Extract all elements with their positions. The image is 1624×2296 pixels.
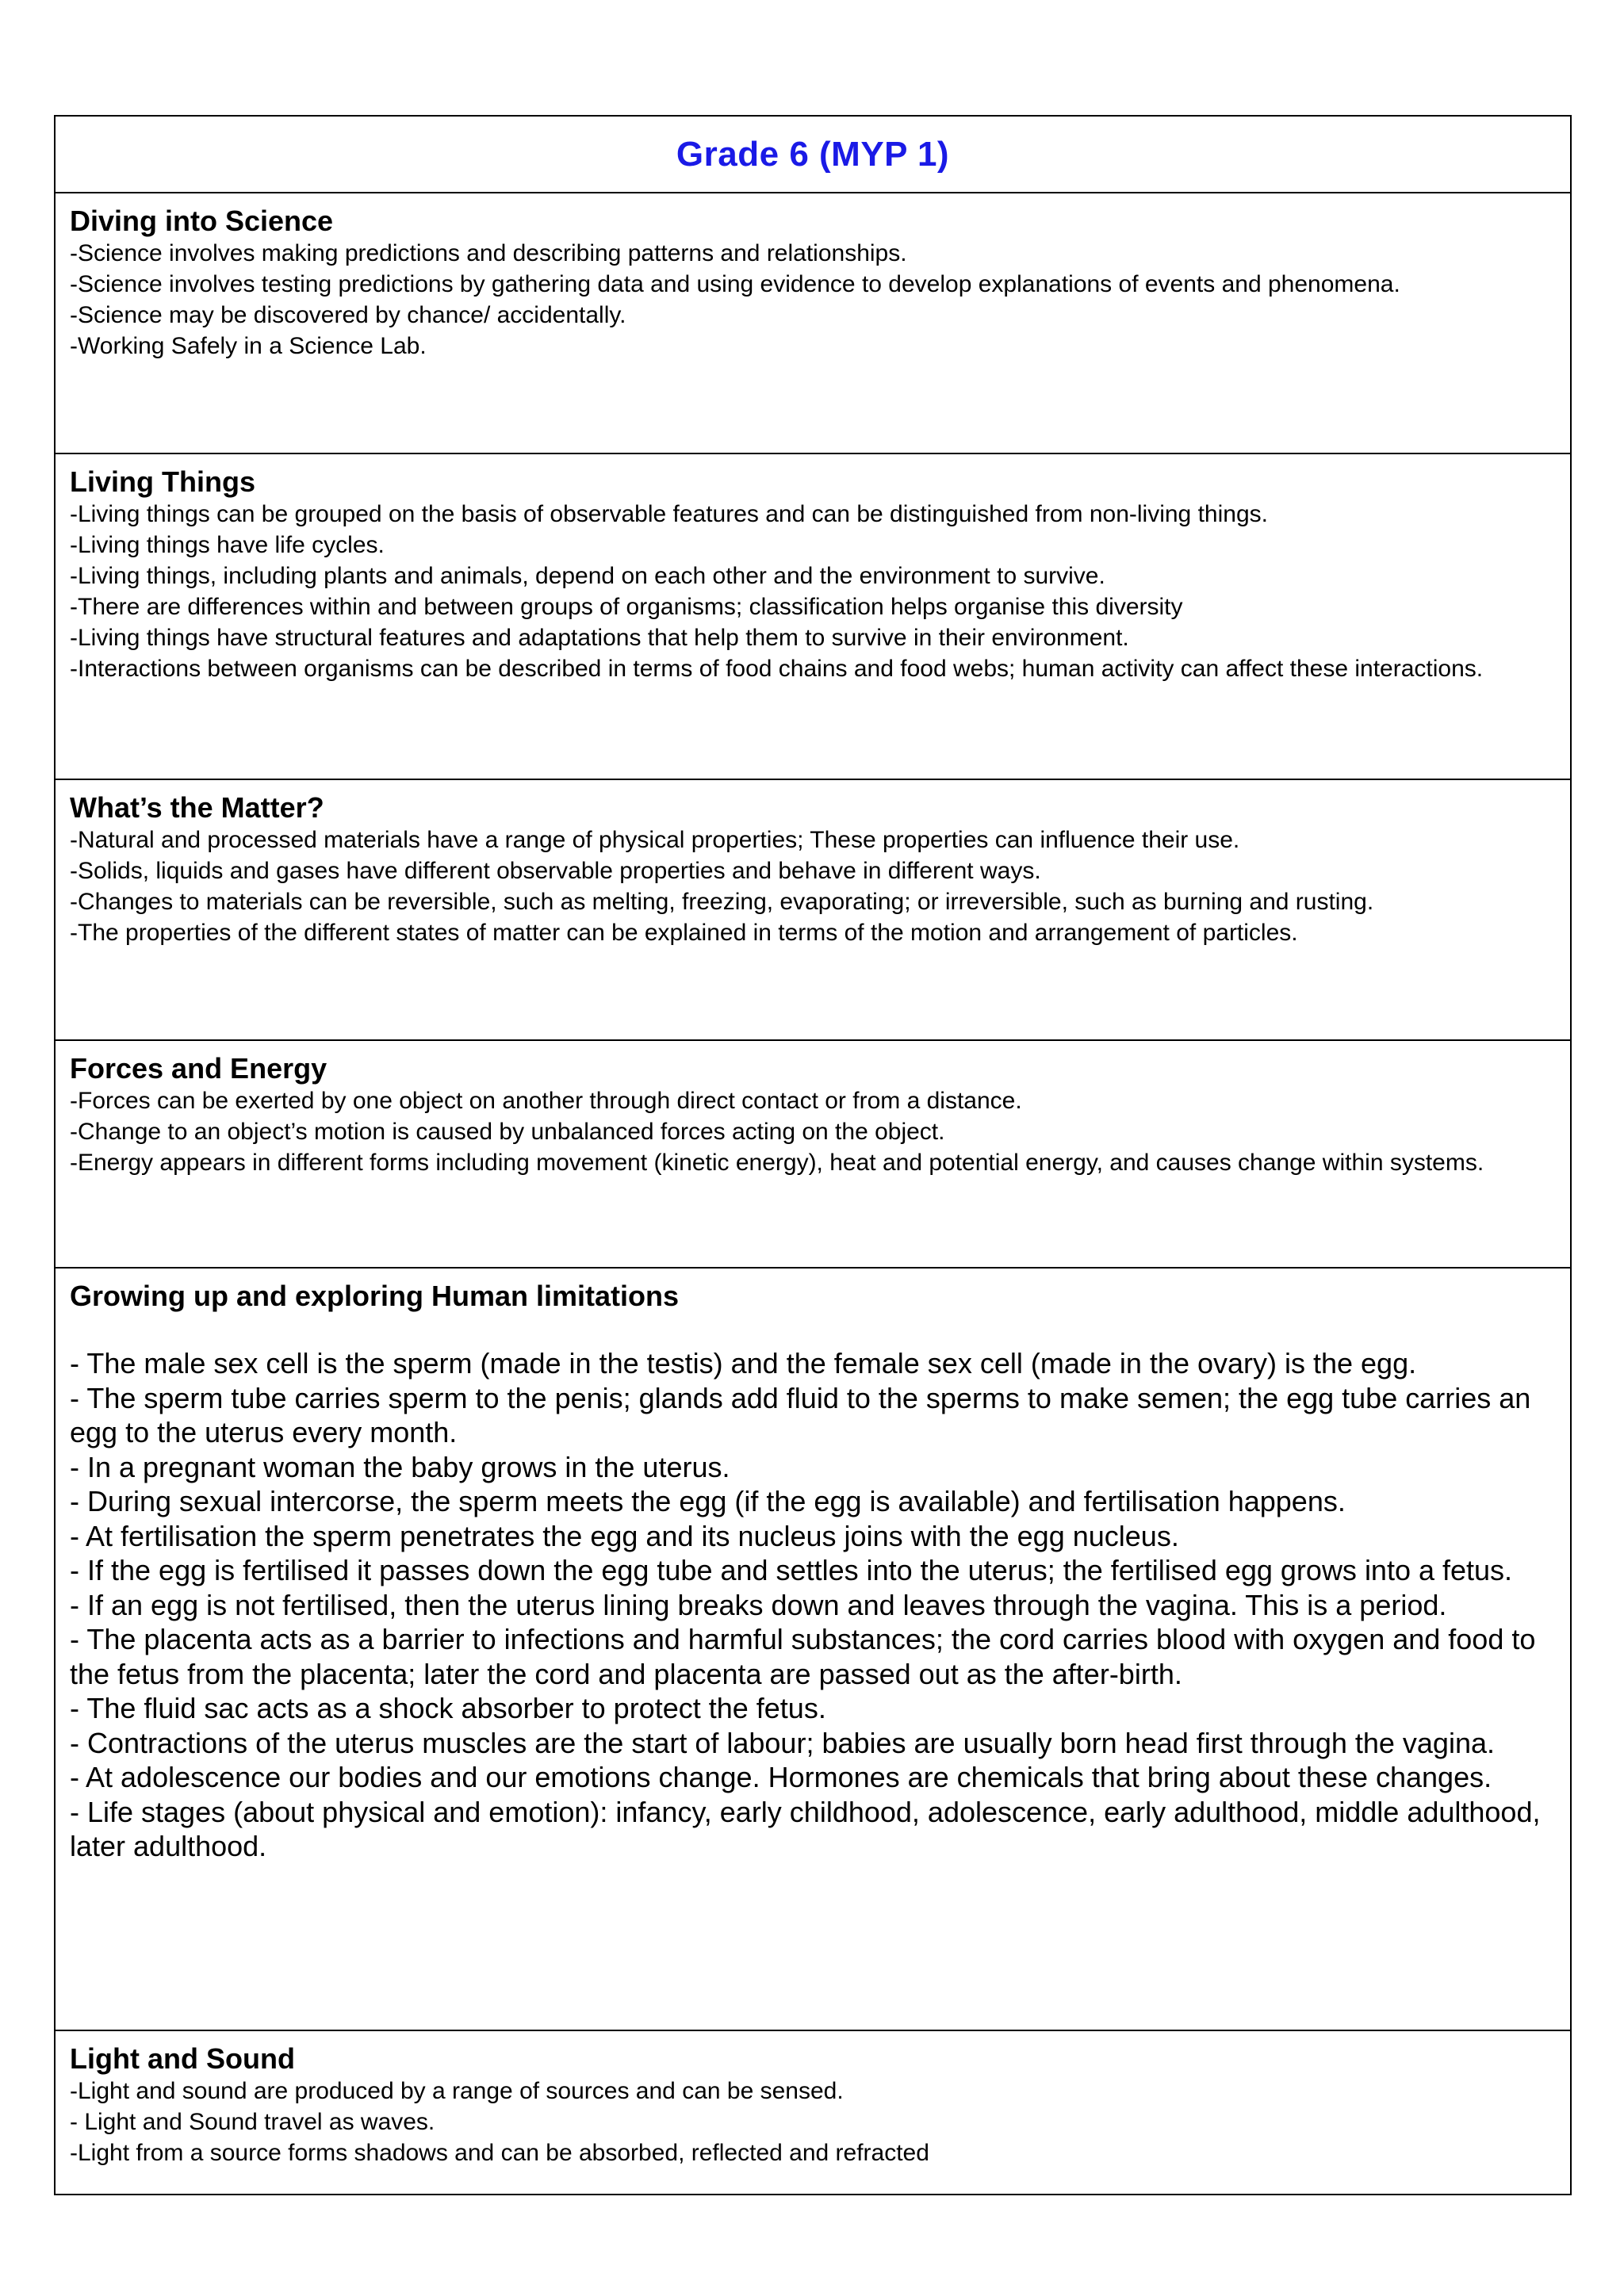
section-point: - Life stages (about physical and emotion): infancy, early childhood, adolescence, early adulthood, middle adulthood, later adulthood. xyxy=(70,1795,1541,1862)
section-point: -There are differences within and between groups of organisms; classification helps organise this diversity xyxy=(70,594,1183,620)
section-heading: Living Things xyxy=(70,465,255,498)
section-point: -Science involves testing predictions by gathering data and using evidence to develop explanations of events and phenomena. xyxy=(70,271,1400,297)
section-point: - At adolescence our bodies and our emotions change. Hormones are chemicals that bring about these changes. xyxy=(70,1761,1492,1793)
section-growing-up xyxy=(56,1267,1570,2030)
section-point: -Energy appears in different forms including movement (kinetic energy), heat and potential energy, and causes change within systems. xyxy=(70,1150,1484,1176)
section-point: -Living things have life cycles. xyxy=(70,532,385,558)
section-point: - In a pregnant woman the baby grows in the uterus. xyxy=(70,1450,730,1483)
section-point: -Light and sound are produced by a range of sources and can be sensed. xyxy=(70,2078,844,2104)
section-point: - The sperm tube carries sperm to the penis; glands add fluid to the sperms to make semen; the egg tube carries an egg to the uterus every month. xyxy=(70,1381,1531,1448)
section-point: - At fertilisation the sperm penetrates the egg and its nucleus joins with the egg nucleus. xyxy=(70,1519,1179,1552)
section-point: -Light from a source forms shadows and can be absorbed, reflected and refracted xyxy=(70,2140,929,2166)
section-point: -Science involves making predictions and describing patterns and relationships. xyxy=(70,240,907,266)
section-point: -The properties of the different states of matter can be explained in terms of the motion and arrangement of particles. xyxy=(70,920,1298,946)
section-heading: Light and Sound xyxy=(70,2042,295,2075)
section-forces-and-energy xyxy=(56,1039,1570,1267)
section-point: - If the egg is fertilised it passes down the egg tube and settles into the uterus; the fertilised egg grows into a fetus. xyxy=(70,1554,1513,1586)
section-heading: Diving into Science xyxy=(70,205,334,237)
section-whats-the-matter xyxy=(56,779,1570,1039)
section-point: -Change to an object’s motion is caused by unbalanced forces acting on the object. xyxy=(70,1119,945,1145)
section-point: - The placenta acts as a barrier to infections and harmful substances; the cord carries blood with oxygen and food to the fetus from the placenta; later the cord and placenta are passed out as the after-birth. xyxy=(70,1623,1536,1690)
section-point: -Living things can be grouped on the basis of observable features and can be distinguished from non-living things. xyxy=(70,501,1268,527)
section-point: - The fluid sac acts as a shock absorber to protect the fetus. xyxy=(70,1692,826,1724)
section-point: -Science may be discovered by chance/ accidentally. xyxy=(70,302,626,328)
section-point: -Interactions between organisms can be described in terms of food chains and food webs; human activity can affect these interactions. xyxy=(70,656,1484,682)
section-point: - If an egg is not fertilised, then the uterus lining breaks down and leaves through the vagina. This is a period. xyxy=(70,1588,1447,1621)
page-title: Grade 6 (MYP 1) xyxy=(676,134,950,174)
section-point: - Contractions of the uterus muscles are the start of labour; babies are usually born head first through the vagina. xyxy=(70,1726,1495,1759)
section-point: -Solids, liquids and gases have different observable properties and behave in different ways. xyxy=(70,858,1041,884)
curriculum-table xyxy=(54,115,1572,2195)
section-point: -Changes to materials can be reversible, such as melting, freezing, evaporating; or irreversible, such as burning and rusting. xyxy=(70,889,1374,915)
section-point: -Forces can be exerted by one object on another through direct contact or from a distance. xyxy=(70,1088,1022,1114)
section-heading: Forces and Energy xyxy=(70,1052,327,1085)
section-point: -Living things have structural features and adaptations that help them to survive in their environment. xyxy=(70,625,1129,651)
section-living-things xyxy=(56,453,1570,779)
section-point: -Living things, including plants and animals, depend on each other and the environment to survive. xyxy=(70,563,1105,589)
section-point: - During sexual intercorse, the sperm meets the egg (if the egg is available) and fertilisation happens. xyxy=(70,1485,1346,1517)
title-row xyxy=(56,117,1570,192)
section-heading: Growing up and exploring Human limitations xyxy=(70,1280,680,1312)
section-point: -Natural and processed materials have a range of physical properties; These properties can influence their use. xyxy=(70,827,1240,853)
section-light-and-sound xyxy=(56,2030,1570,2194)
section-heading: What’s the Matter? xyxy=(70,791,324,824)
section-diving-into-science xyxy=(56,192,1570,453)
section-point: - The male sex cell is the sperm (made in the testis) and the female sex cell (made in the ovary) is the egg. xyxy=(70,1347,1417,1380)
section-point: -Working Safely in a Science Lab. xyxy=(70,333,427,359)
section-point: - Light and Sound travel as waves. xyxy=(70,2109,435,2135)
